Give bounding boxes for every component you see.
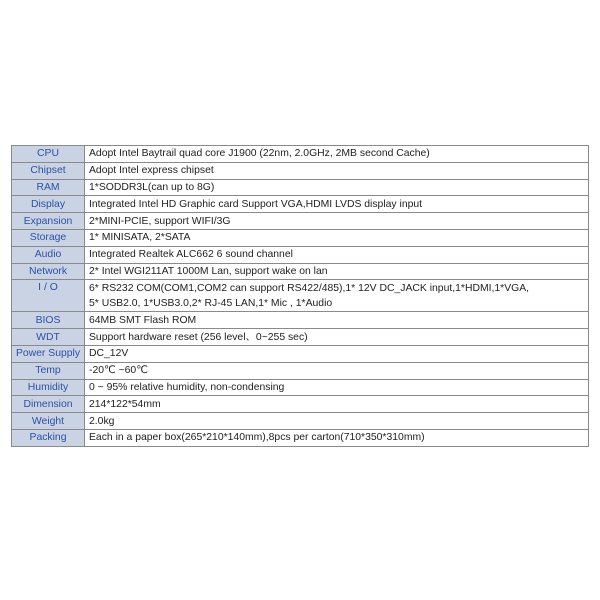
spec-label: CPU (12, 146, 85, 163)
spec-value: 2* Intel WGI211AT 1000M Lan, support wake on lan (85, 263, 589, 280)
spec-label: Audio (12, 246, 85, 263)
spec-value: 2.0kg (85, 413, 589, 430)
spec-value: 64MB SMT Flash ROM (85, 312, 589, 329)
spec-label: WDT (12, 329, 85, 346)
spec-value (85, 280, 589, 312)
spec-row-expansion (12, 213, 589, 230)
spec-value: Integrated Intel HD Graphic card Support VGA,HDMI LVDS display input (85, 196, 589, 213)
spec-label: Storage (12, 229, 85, 246)
spec-row-storage (12, 229, 589, 246)
spec-row-bios (12, 312, 589, 329)
spec-row-power-supply (12, 345, 589, 362)
spec-value: Support hardware reset (256 level、0~255 sec) (85, 329, 589, 346)
spec-label: Humidity (12, 379, 85, 396)
spec-row-chipset (12, 162, 589, 179)
spec-label: Dimension (12, 396, 85, 413)
spec-row-weight (12, 413, 589, 430)
spec-value: 1*SODDR3L(can up to 8G) (85, 179, 589, 196)
spec-value: -20℃ ~60℃ (85, 362, 589, 379)
spec-value-line: 5* USB2.0, 1*USB3.0,2* RJ-45 LAN,1* Mic , 1*Audio (89, 297, 333, 309)
spec-row-dimension (12, 396, 589, 413)
spec-value: Adopt Intel express chipset (85, 162, 589, 179)
spec-label: Chipset (12, 162, 85, 179)
spec-label: Power Supply (12, 345, 85, 362)
spec-row-cpu (12, 146, 589, 163)
spec-label: Packing (12, 429, 85, 446)
spec-label: Temp (12, 362, 85, 379)
spec-label: I / O (12, 280, 85, 312)
spec-row-display (12, 196, 589, 213)
spec-row-wdt (12, 329, 589, 346)
spec-value: Integrated Realtek ALC662 6 sound channel (85, 246, 589, 263)
spec-row-network (12, 263, 589, 280)
spec-label: RAM (12, 179, 85, 196)
spec-row-humidity (12, 379, 589, 396)
spec-label: Expansion (12, 213, 85, 230)
spec-label: Weight (12, 413, 85, 430)
spec-table (11, 145, 589, 447)
spec-value: 1* MINISATA, 2*SATA (85, 229, 589, 246)
spec-label: Network (12, 263, 85, 280)
spec-label: Display (12, 196, 85, 213)
spec-value: 214*122*54mm (85, 396, 589, 413)
spec-value: Each in a paper box(265*210*140mm),8pcs per carton(710*350*310mm) (85, 429, 589, 446)
spec-value: Adopt Intel Baytrail quad core J1900 (22nm, 2.0GHz, 2MB second Cache) (85, 146, 589, 163)
spec-value: DC_12V (85, 345, 589, 362)
spec-row-temp (12, 362, 589, 379)
spec-value: 2*MINI-PCIE, support WIFI/3G (85, 213, 589, 230)
spec-label: BIOS (12, 312, 85, 329)
spec-row-packing (12, 429, 589, 446)
spec-row-io (12, 280, 589, 312)
spec-row-audio (12, 246, 589, 263)
spec-row-ram (12, 179, 589, 196)
spec-value-line: 6* RS232 COM(COM1,COM2 can support RS422/485),1* 12V DC_JACK input,1*HDMI,1*VGA, (89, 282, 530, 294)
spec-value: 0 ~ 95% relative humidity, non-condensing (85, 379, 589, 396)
